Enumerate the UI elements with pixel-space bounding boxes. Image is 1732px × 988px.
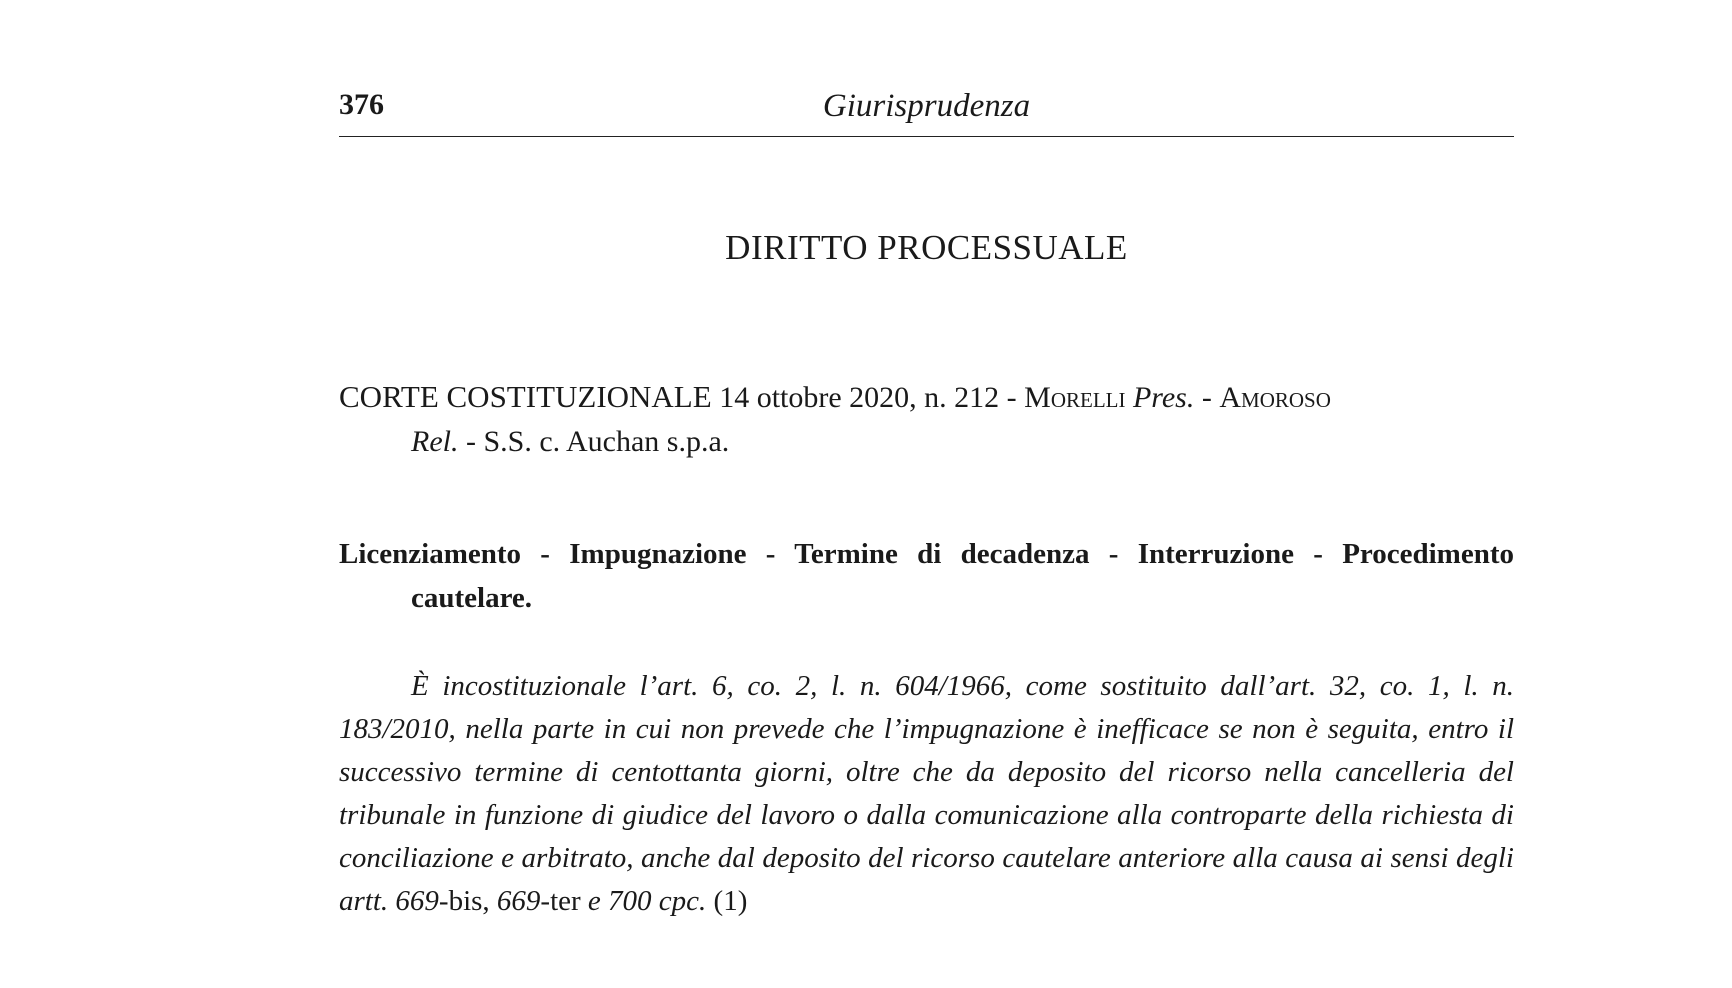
footnote-reference: (1) — [713, 885, 748, 917]
maxim-paragraph — [339, 665, 1514, 923]
case-date-number: 14 ottobre 2020, n. 212 - — [719, 381, 1017, 414]
running-header — [339, 88, 1514, 137]
maxim-art-669: 669 — [496, 885, 541, 917]
maxim-ter: -ter — [540, 885, 581, 917]
heading-separator: - — [1201, 381, 1212, 414]
rapporteur-name: Amoroso — [1219, 381, 1331, 414]
keywords-line2: cautelare. — [411, 582, 533, 614]
section-title: DIRITTO PROCESSUALE — [725, 228, 1128, 267]
court-name: CORTE COSTITUZIONALE — [339, 379, 712, 414]
page-number: 376 — [339, 88, 384, 121]
case-heading — [339, 375, 1514, 464]
keywords-line1: Licenziamento - Impugnazione - Termine di decadenza - Interruzione - Procedimento — [339, 538, 1514, 570]
case-parties: - S.S. c. Auchan s.p.a. — [465, 425, 730, 458]
running-title: Giurisprudenza — [822, 88, 1031, 124]
maxim-text-end: e 700 cpc. — [587, 885, 707, 917]
maxim-text: È incostituzionale l’art. 6, co. 2, l. n. 604/1966, come sostituito dall’art. 32, co. 1, l. n. 183/2010, nella parte in cui non prevede che l’impugnazione è inefficace se non è seguita, entro il successivo termine di centottanta giorni, oltre che da deposito del ricorso nella cancelleria del tribunale in funzione di giudice del lavoro o dalla comunicazione alla controparte della richiesta di conciliazione e arbitrato, anche dal deposito del ricorso cautelare anteriore alla causa ai sensi degli artt. 669 — [339, 670, 1514, 917]
maxim-bis: -bis, — [438, 885, 490, 917]
rapporteur-role: Rel. — [411, 425, 459, 458]
president-role: Pres. — [1132, 381, 1195, 414]
president-name: Morelli — [1024, 381, 1126, 414]
case-heading-line2 — [339, 420, 1514, 464]
